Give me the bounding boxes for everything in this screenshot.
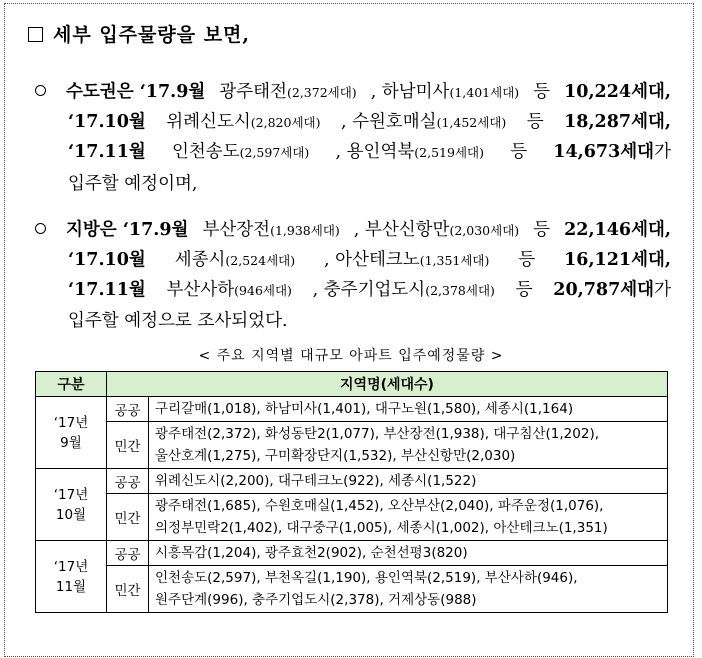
site-name: , 수원호매실: [340, 112, 437, 132]
checkbox-square-icon: [28, 27, 43, 42]
type-private: 민간: [107, 494, 149, 541]
areas-public: 구리갈매(1,018), 하남미사(1,401), 대구노원(1,580), 세종시(1,164): [149, 397, 668, 422]
areas-line: 원주단계(996), 충주기업도시(2,378), 거제상동(988): [155, 592, 477, 608]
site-name: 인천송도: [172, 142, 240, 162]
total-units: 16,121세대,: [564, 250, 671, 270]
table-row: [36, 422, 668, 469]
connector-word: 등: [518, 250, 536, 270]
areas-line: 의정부민락2(1,402), 대구중구(1,005), 세종시(1,002), 아산테크노(1,351): [155, 520, 608, 536]
site-name: , 하남미사: [370, 82, 450, 102]
regional-closing: 입주할 예정으로 조사되었다.: [68, 311, 288, 331]
type-public: 공공: [107, 397, 149, 422]
regional-month-9: ‘17.9월: [122, 220, 189, 240]
site-units: (2,030세대): [449, 223, 520, 238]
regional-line-2: [68, 246, 671, 271]
section-heading: [28, 20, 250, 47]
site-name: 위례신도시: [166, 112, 251, 132]
table-row: [36, 541, 668, 566]
site-name: , 용인역북: [335, 142, 415, 162]
regional-month-10: ‘17.10월: [68, 250, 146, 270]
site-units: (2,519세대): [414, 145, 484, 160]
regional-line-1: [35, 216, 671, 241]
site-units: (1,452세대): [436, 115, 507, 130]
header-category: 구분: [36, 372, 107, 397]
areas-line: 울산호계(1,275), 구미확장단지(1,532), 부산신항만(2,030): [155, 448, 516, 464]
regional-line-4: [68, 307, 671, 332]
capital-month-10: ‘17.10월: [68, 112, 146, 132]
particle: 가: [654, 142, 671, 162]
connector-word: 등: [515, 280, 533, 300]
type-public: 공공: [107, 541, 149, 566]
period-month: 10월: [55, 506, 87, 523]
type-private: 민간: [107, 422, 149, 469]
areas-private: [149, 566, 668, 613]
connector-word: 등: [526, 112, 544, 132]
circle-bullet-icon: [35, 223, 46, 234]
connector-word: 등: [533, 220, 551, 240]
site-name: , 아산테크노: [324, 250, 420, 270]
period-year: ‘17년: [53, 414, 89, 431]
period-cell: [36, 469, 107, 541]
header-region: 지역명(세대수): [107, 372, 668, 397]
table-caption: < 주요 지역별 대규모 아파트 입주예정물량 >: [198, 348, 504, 364]
areas-line: 광주태전(1,685), 수원호매실(1,452), 오산부산(2,040), 파주운정(1,076),: [155, 498, 604, 514]
site-name: 광주태전: [219, 82, 287, 102]
connector-word: 등: [533, 82, 551, 102]
period-year: ‘17년: [53, 486, 89, 503]
period-year: ‘17년: [53, 558, 89, 575]
capital-label: 수도권은: [66, 82, 140, 102]
site-name: , 충주기업도시: [312, 280, 426, 300]
site-units: (2,378세대): [425, 283, 495, 298]
period-cell: [36, 541, 107, 613]
areas-private: [149, 422, 668, 469]
site-units: (1,401세대): [449, 85, 520, 100]
table-row: [36, 397, 668, 422]
type-public: 공공: [107, 469, 149, 494]
areas-public: 위례신도시(2,200), 대구테크노(922), 세종시(1,522): [149, 469, 668, 494]
capital-line-1: [35, 78, 671, 103]
site-units: (2,597세대): [239, 145, 310, 160]
capital-line-4: [68, 170, 671, 195]
total-units: 14,673세대: [553, 142, 655, 162]
site-name: 부산사하: [166, 280, 235, 300]
period-month: 9월: [60, 434, 82, 451]
capital-month-11: ‘17.11월: [68, 142, 146, 162]
capital-line-2: [68, 108, 671, 133]
supply-table: [35, 371, 668, 613]
table-row: [36, 566, 668, 613]
site-units: (2,820세대): [250, 115, 321, 130]
total-units: 10,224세대,: [564, 82, 671, 102]
site-units: (1,938세대): [270, 223, 340, 238]
areas-line: 인천송도(2,597), 부천옥길(1,190), 용인역북(2,519), 부산사하(946),: [155, 570, 578, 586]
heading-text: 세부 입주물량을 보면,: [53, 24, 251, 46]
site-units: (1,351세대): [419, 253, 490, 268]
capital-closing: 입주할 예정이며,: [68, 174, 198, 194]
site-units: (2,372세대): [286, 85, 357, 100]
site-name: , 부산신항만: [353, 220, 450, 240]
regional-month-11: ‘17.11월: [68, 280, 146, 300]
total-units: 20,787세대: [553, 280, 655, 300]
capital-line-3: [68, 138, 671, 163]
site-units: (946세대): [234, 283, 292, 298]
regional-line-3: [68, 276, 671, 301]
total-units: 18,287세대,: [564, 112, 671, 132]
total-units: 22,146세대,: [564, 220, 671, 240]
areas-private: [149, 494, 668, 541]
type-private: 민간: [107, 566, 149, 613]
particle: 가: [654, 280, 671, 300]
site-name: 부산장전: [202, 220, 271, 240]
areas-public: 시흥목감(1,204), 광주효천2(902), 순천선평3(820): [149, 541, 668, 566]
site-name: 세종시: [174, 250, 226, 270]
period-month: 11월: [55, 578, 87, 595]
regional-label: 지방은: [66, 220, 123, 240]
period-cell: [36, 397, 107, 469]
areas-line: 광주태전(2,372), 화성동탄2(1,077), 부산장전(1,938), 대구침산(1,202),: [155, 426, 600, 442]
connector-word: 등: [510, 142, 528, 162]
table-row: [36, 494, 668, 541]
table-header-row: [36, 372, 668, 397]
table-row: [36, 469, 668, 494]
circle-bullet-icon: [35, 85, 46, 96]
capital-month-9: ‘17.9월: [139, 82, 206, 102]
site-units: (2,524세대): [225, 253, 296, 268]
